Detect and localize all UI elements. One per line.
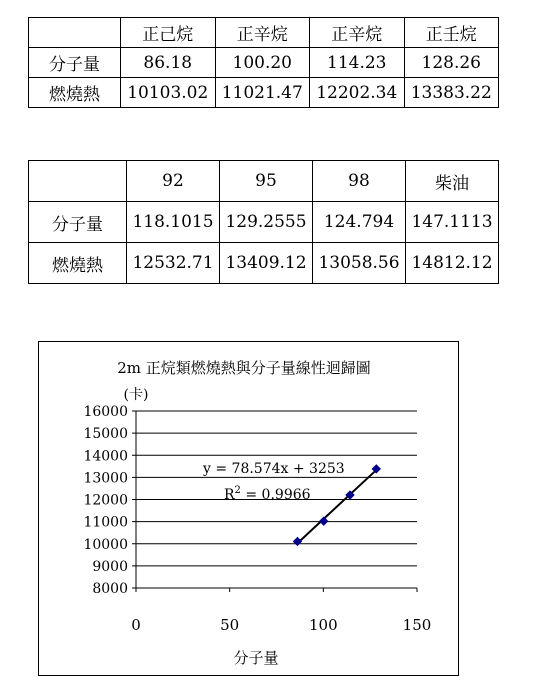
table-row — [29, 202, 499, 243]
fuel-table — [28, 160, 499, 284]
y-tick-label: 8000 — [92, 581, 128, 597]
table-cell — [29, 161, 127, 202]
table-cell — [29, 18, 121, 48]
table-cell: 13409.12 — [220, 243, 313, 284]
table-cell: 11021.47 — [215, 78, 310, 108]
table-cell: 100.20 — [215, 48, 310, 78]
table-header-cell: 92 — [127, 161, 220, 202]
alkane-table — [28, 17, 499, 108]
y-axis-label: (卡) — [123, 387, 149, 403]
r-squared-value: = 0.9966 — [240, 487, 311, 503]
trendline-group — [297, 470, 376, 543]
y-tick-label: 11000 — [83, 514, 128, 531]
table-header-cell: 柴油 — [406, 161, 499, 202]
table-header-cell: 正辛烷 — [310, 18, 405, 48]
chart-title: 2m 正烷類燃燒熱與分子量線性迴歸圖 — [117, 359, 371, 377]
row-label: 分子量 — [29, 202, 127, 243]
r-squared-superscript: 2 — [234, 485, 241, 496]
y-tick-label: 14000 — [83, 448, 128, 465]
table-cell: 147.1113 — [406, 202, 499, 243]
table-header-cell: 正辛烷 — [215, 18, 310, 48]
table-cell: 12532.71 — [127, 243, 220, 284]
x-tick-label: 50 — [220, 616, 240, 634]
table-header-cell: 98 — [313, 161, 406, 202]
y-tick-label: 9000 — [92, 558, 128, 575]
table-cell: 128.26 — [404, 48, 499, 78]
table-cell: 129.2555 — [220, 202, 313, 243]
data-point — [320, 517, 328, 525]
table-header-cell: 正己烷 — [121, 18, 216, 48]
table-cell: 124.794 — [313, 202, 406, 243]
table-row — [29, 48, 499, 78]
row-label: 分子量 — [29, 48, 121, 78]
y-tick-label: 10000 — [83, 536, 128, 553]
table-cell: 12202.34 — [310, 78, 405, 108]
y-tick-label: 15000 — [83, 426, 128, 443]
table-cell: 10103.02 — [121, 78, 216, 108]
data-point — [293, 537, 301, 545]
x-tick-label: 150 — [402, 616, 432, 634]
row-label: 燃燒熱 — [29, 78, 121, 108]
x-axis-label: 分子量 — [233, 649, 279, 667]
y-tick-label: 16000 — [83, 404, 128, 420]
r-squared-label — [224, 485, 311, 503]
x-tick-label: 100 — [309, 616, 338, 634]
table-cell: 114.23 — [310, 48, 405, 78]
y-tick-label: 13000 — [83, 470, 128, 487]
table-row — [29, 78, 499, 108]
chart-frame — [38, 341, 459, 676]
y-tick-label: 12000 — [83, 492, 128, 509]
trendline — [297, 470, 376, 543]
table-header-row — [29, 161, 499, 202]
table-cell: 118.1015 — [127, 202, 220, 243]
r-squared-prefix: R — [224, 487, 235, 503]
table-cell: 13058.56 — [313, 243, 406, 284]
row-label: 燃燒熱 — [29, 243, 127, 284]
table-cell: 14812.12 — [406, 243, 499, 284]
table-header-cell: 正壬烷 — [404, 18, 499, 48]
x-tick-label: 0 — [131, 616, 141, 634]
regression-equation: y = 78.574x + 3253 — [203, 461, 345, 477]
table-header-row — [29, 18, 499, 48]
table-header-cell: 95 — [220, 161, 313, 202]
table-cell: 13383.22 — [404, 78, 499, 108]
table-row — [29, 243, 499, 284]
regression-chart — [39, 342, 458, 675]
table-cell: 86.18 — [121, 48, 216, 78]
